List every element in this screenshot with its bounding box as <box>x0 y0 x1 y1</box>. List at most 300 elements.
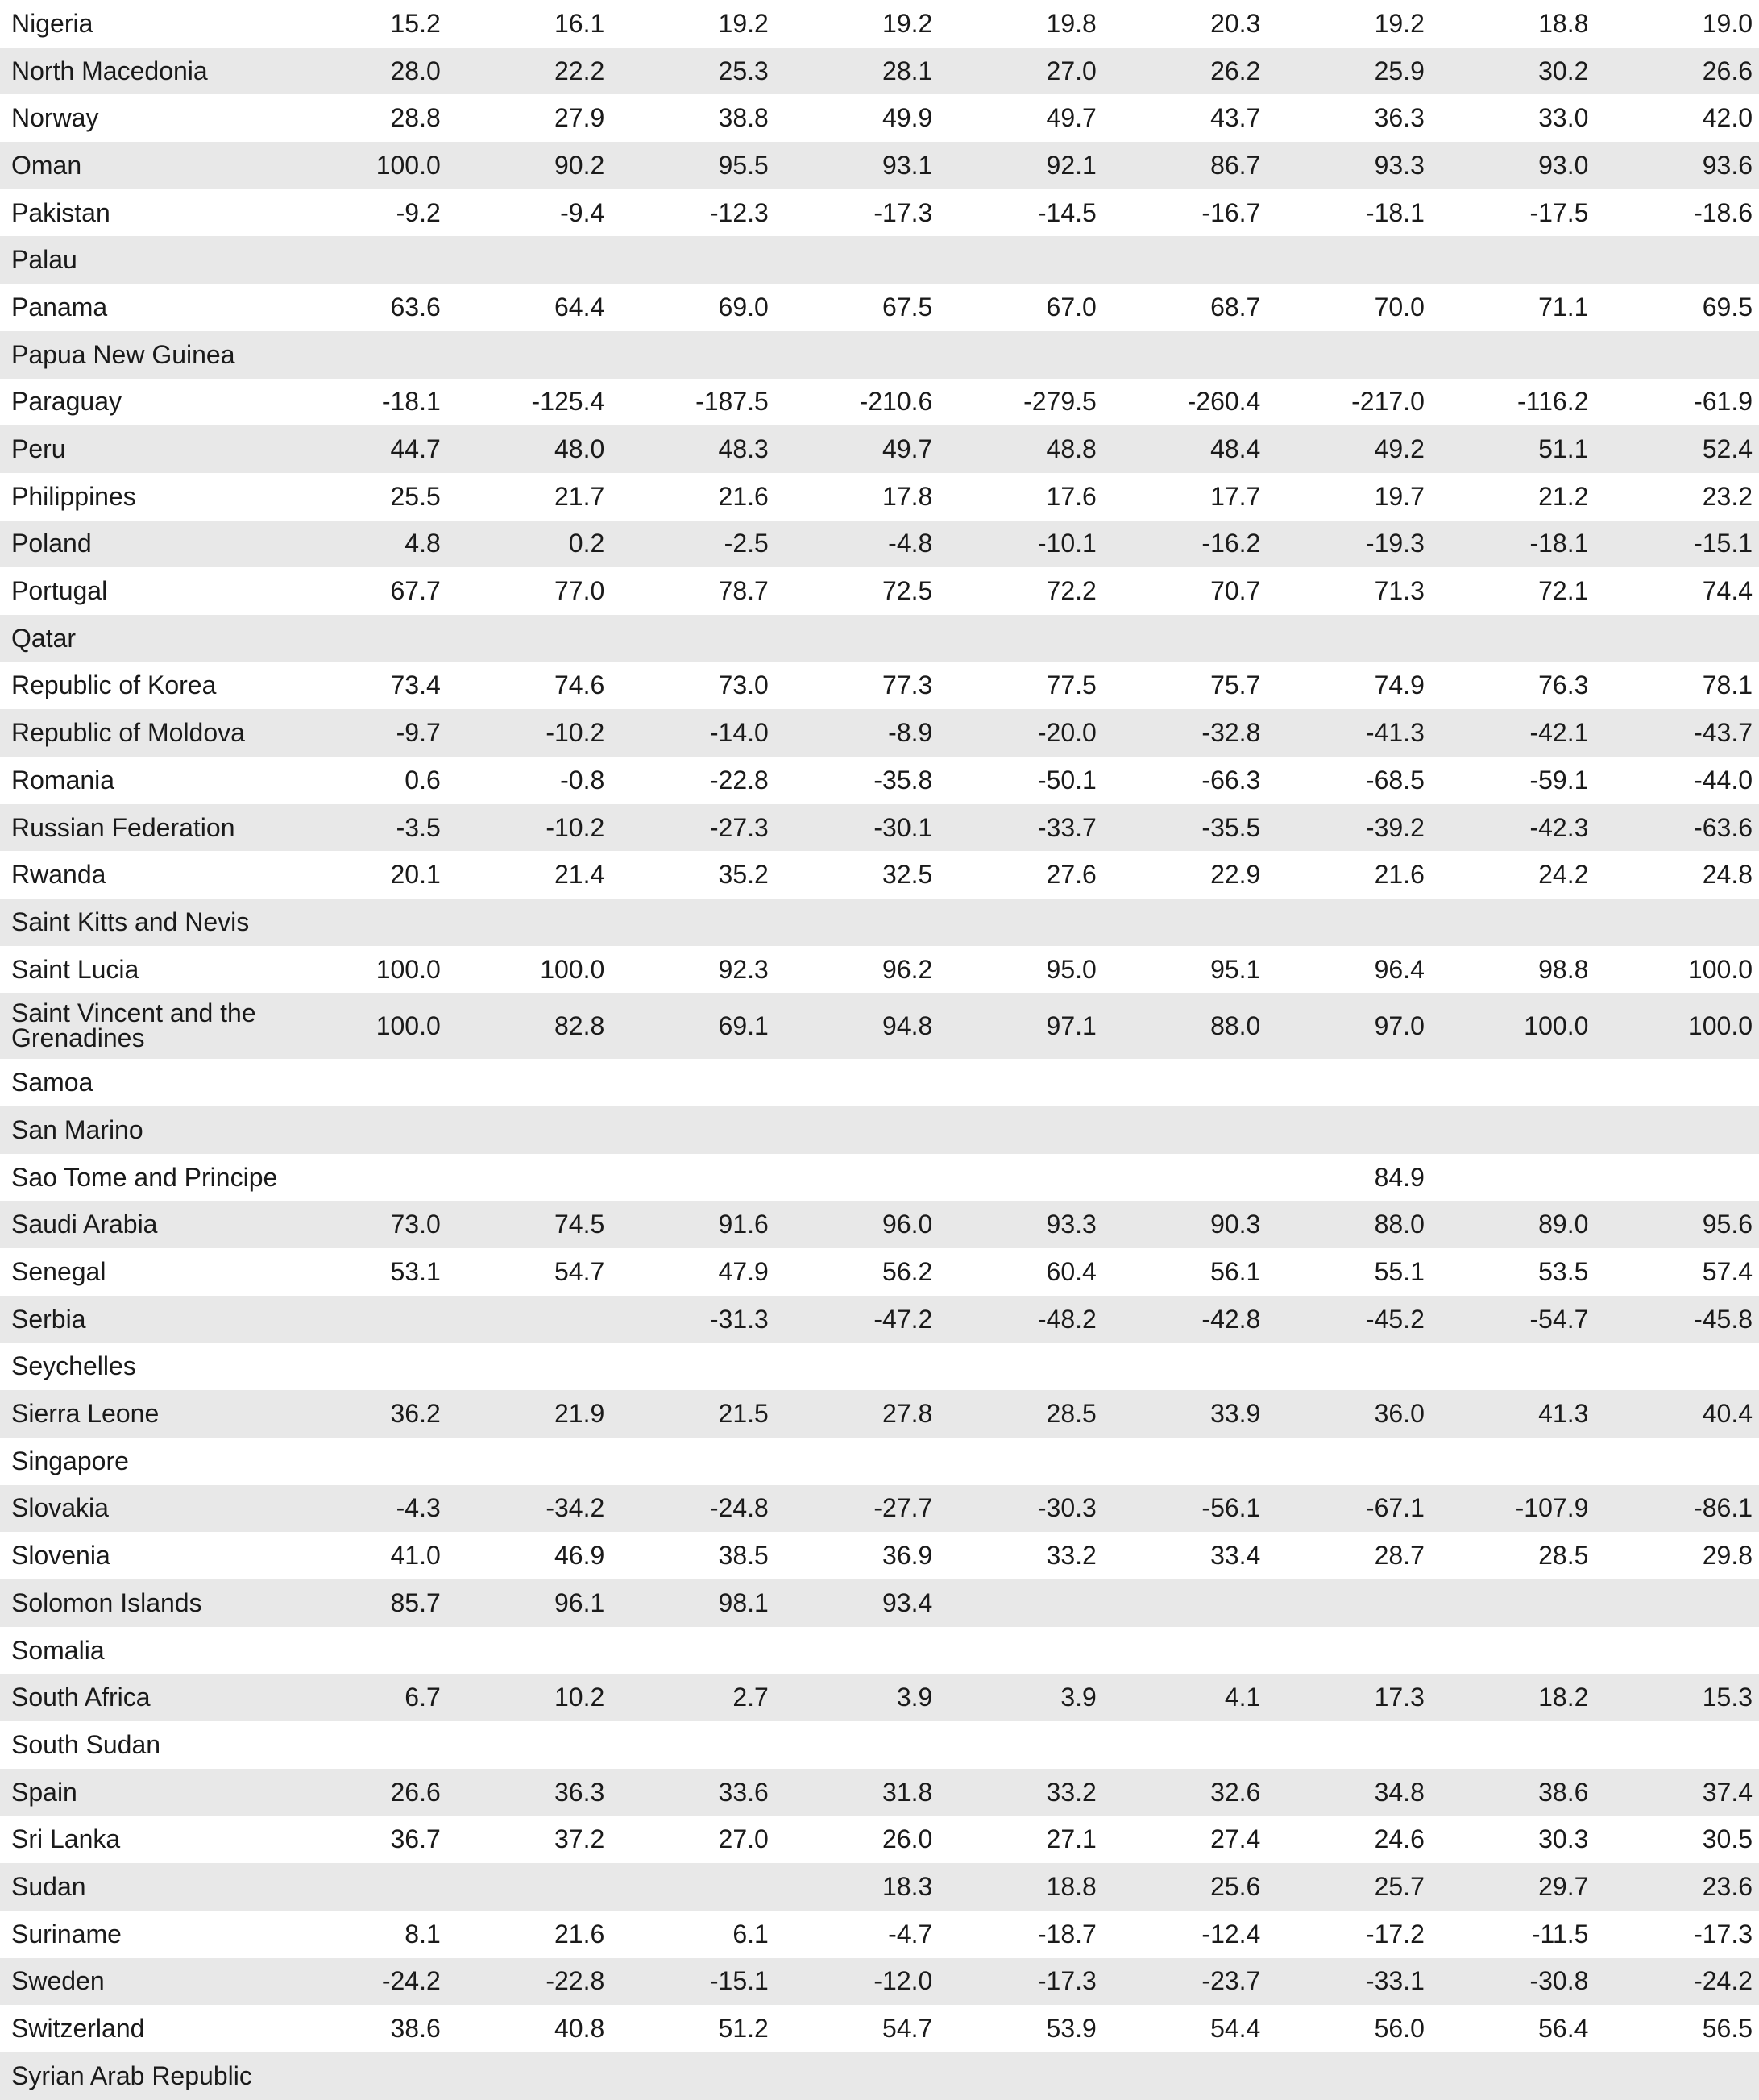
value-cell <box>611 236 775 284</box>
country-cell: Saint Lucia <box>11 954 139 984</box>
country-cell: Saint Vincent and the Grenadines <box>0 993 283 1059</box>
value-cell <box>611 1106 775 1154</box>
value-cell: 37.2 <box>554 1824 605 1854</box>
value-cell: -9.4 <box>560 197 605 227</box>
value-cell: 72.2 <box>1046 576 1097 606</box>
value-cell: 37.4 <box>1595 1769 1759 1816</box>
table-row <box>0 1863 1759 1911</box>
value-cell: 100.0 <box>1595 993 1759 1059</box>
value-cell: 42.0 <box>1702 103 1753 133</box>
value-cell: -42.8 <box>1103 1296 1267 1343</box>
value-cell: -4.8 <box>775 521 940 568</box>
value-cell <box>939 615 1103 662</box>
value-cell: -4.3 <box>283 1485 447 1533</box>
value-cell: 70.7 <box>1210 576 1261 606</box>
value-cell <box>447 1343 612 1391</box>
value-cell: -61.9 <box>1694 387 1753 417</box>
value-cell <box>939 1721 1103 1769</box>
value-cell <box>611 1059 775 1106</box>
value-cell <box>283 1721 447 1769</box>
value-cell: 23.2 <box>1702 481 1753 511</box>
country-cell: Sweden <box>0 1958 283 2006</box>
value-cell: -41.3 <box>1267 709 1431 757</box>
value-cell: 19.2 <box>718 8 769 38</box>
table-row <box>0 851 1759 899</box>
value-cell: 25.9 <box>1267 48 1431 95</box>
value-cell <box>1103 1343 1267 1391</box>
value-cell: 40.8 <box>554 2014 605 2044</box>
country-cell: Spain <box>0 1769 283 1816</box>
country-cell: Portugal <box>11 576 108 606</box>
table-row <box>0 331 1759 379</box>
value-cell: 73.0 <box>718 670 769 700</box>
value-cell <box>1595 615 1759 662</box>
value-cell: 32.6 <box>1103 1769 1267 1816</box>
table-row <box>0 1154 1759 1201</box>
value-cell <box>447 1296 612 1343</box>
value-cell: 96.0 <box>775 1201 940 1249</box>
value-cell <box>611 1154 775 1201</box>
value-cell: 27.1 <box>1046 1824 1097 1854</box>
value-cell: 74.9 <box>1374 670 1425 700</box>
value-cell: 74.5 <box>447 1201 612 1249</box>
value-cell: -27.7 <box>775 1485 940 1533</box>
value-cell: 27.0 <box>718 1824 769 1854</box>
value-cell: -30.8 <box>1431 1958 1595 2006</box>
value-cell: 2.7 <box>611 1674 775 1721</box>
value-cell: 73.4 <box>390 670 441 700</box>
value-cell <box>1103 899 1267 946</box>
country-cell: Seychelles <box>11 1351 136 1381</box>
value-cell <box>447 1863 612 1911</box>
value-cell: 17.3 <box>1267 1674 1431 1721</box>
table-row <box>0 1769 1759 1816</box>
value-cell <box>939 899 1103 946</box>
value-cell <box>939 2052 1103 2100</box>
value-cell: -24.2 <box>283 1958 447 2006</box>
value-cell: 10.2 <box>447 1674 612 1721</box>
value-cell: 88.0 <box>1103 993 1267 1059</box>
value-cell <box>1595 1154 1759 1201</box>
value-cell: 30.2 <box>1431 48 1595 95</box>
table-row <box>0 1201 1759 1249</box>
value-cell: -260.4 <box>1187 387 1261 417</box>
value-cell: -15.1 <box>611 1958 775 2006</box>
value-cell: 25.5 <box>390 481 441 511</box>
value-cell <box>283 615 447 662</box>
value-cell: 33.0 <box>1538 103 1589 133</box>
value-cell: -4.7 <box>888 1919 933 1949</box>
country-cell: Romania <box>11 765 115 795</box>
value-cell <box>1103 1438 1267 1485</box>
value-cell: -35.8 <box>873 765 933 795</box>
value-cell: 22.2 <box>447 48 612 95</box>
value-cell: 28.0 <box>283 48 447 95</box>
value-cell <box>1595 899 1759 946</box>
country-cell: Panama <box>11 292 108 322</box>
value-cell: 17.8 <box>882 481 933 511</box>
value-cell: 18.8 <box>1538 8 1589 38</box>
value-cell: 33.4 <box>1210 1541 1261 1571</box>
value-cell <box>611 1627 775 1675</box>
value-cell: 38.5 <box>718 1541 769 1571</box>
value-cell: -18.1 <box>381 387 441 417</box>
value-cell: -67.1 <box>1267 1485 1431 1533</box>
value-cell: 95.1 <box>1210 954 1261 984</box>
value-cell <box>1103 1721 1267 1769</box>
table-row <box>0 804 1759 852</box>
table-row <box>0 1485 1759 1533</box>
value-cell <box>447 899 612 946</box>
value-cell <box>939 1627 1103 1675</box>
value-cell: 21.9 <box>447 1390 612 1438</box>
table-row <box>0 1958 1759 2006</box>
value-cell: 36.3 <box>447 1769 612 1816</box>
value-cell: -17.3 <box>873 197 933 227</box>
value-cell: 29.7 <box>1431 1863 1595 1911</box>
value-cell <box>1595 2052 1759 2100</box>
value-cell: 69.0 <box>718 292 769 322</box>
country-cell: Norway <box>11 103 99 133</box>
value-cell: 17.6 <box>1046 481 1097 511</box>
value-cell <box>1431 1438 1595 1485</box>
value-cell: 21.4 <box>554 860 605 890</box>
value-cell: 4.1 <box>1103 1674 1267 1721</box>
value-cell: 33.2 <box>939 1769 1103 1816</box>
value-cell <box>283 331 447 379</box>
value-cell: -18.1 <box>1431 521 1595 568</box>
value-cell: 53.9 <box>1046 2014 1097 2044</box>
table-row <box>0 662 1759 710</box>
value-cell <box>1267 1438 1431 1485</box>
table-row <box>0 1721 1759 1769</box>
country-cell: Sudan <box>0 1863 283 1911</box>
value-cell <box>1103 236 1267 284</box>
value-cell: -17.3 <box>939 1958 1103 2006</box>
value-cell: -35.5 <box>1103 804 1267 852</box>
value-cell <box>1431 2052 1595 2100</box>
value-cell <box>1103 1579 1267 1627</box>
value-cell <box>1103 1627 1267 1675</box>
value-cell <box>447 1154 612 1201</box>
value-cell: -17.5 <box>1529 197 1589 227</box>
value-cell <box>1431 1627 1595 1675</box>
value-cell: 57.4 <box>1702 1257 1753 1287</box>
value-cell: -30.1 <box>775 804 940 852</box>
value-cell <box>283 899 447 946</box>
value-cell: 49.2 <box>1267 425 1431 473</box>
value-cell <box>1267 1579 1431 1627</box>
value-cell <box>1267 615 1431 662</box>
value-cell <box>1595 1721 1759 1769</box>
value-cell <box>611 1343 775 1391</box>
value-cell: 21.5 <box>611 1390 775 1438</box>
value-cell: -10.2 <box>447 804 612 852</box>
value-cell: 56.4 <box>1538 2014 1589 2044</box>
value-cell: -12.3 <box>709 197 769 227</box>
value-cell: 77.0 <box>554 576 605 606</box>
value-cell: 36.0 <box>1267 1390 1431 1438</box>
value-cell: 0.6 <box>404 765 441 795</box>
table-row <box>0 709 1759 757</box>
value-cell: -14.0 <box>611 709 775 757</box>
value-cell: -24.2 <box>1595 1958 1759 2006</box>
value-cell: -22.8 <box>709 765 769 795</box>
value-cell: 33.6 <box>611 1769 775 1816</box>
value-cell <box>283 236 447 284</box>
value-cell: 36.7 <box>390 1824 441 1854</box>
value-cell: 19.7 <box>1374 481 1425 511</box>
value-cell: 96.4 <box>1374 954 1425 984</box>
value-cell: 49.7 <box>775 425 940 473</box>
value-cell <box>1267 2052 1431 2100</box>
value-cell: 18.2 <box>1431 1674 1595 1721</box>
value-cell <box>447 1627 612 1675</box>
value-cell: 8.1 <box>404 1919 441 1949</box>
value-cell: 35.2 <box>718 860 769 890</box>
country-cell: Syrian Arab Republic <box>0 2052 283 2100</box>
country-cell: Serbia <box>0 1296 283 1343</box>
value-cell: 85.7 <box>283 1579 447 1627</box>
value-cell: 56.2 <box>882 1257 933 1287</box>
value-cell: 100.0 <box>375 954 441 984</box>
value-cell: -17.2 <box>1365 1919 1425 1949</box>
value-cell: 82.8 <box>447 993 612 1059</box>
table-row <box>0 1106 1759 1154</box>
value-cell: 28.7 <box>1374 1541 1425 1571</box>
table-row <box>0 1532 1759 1579</box>
value-cell: -32.8 <box>1103 709 1267 757</box>
value-cell <box>283 1438 447 1485</box>
country-cell: Sri Lanka <box>11 1824 121 1854</box>
value-cell <box>775 1627 940 1675</box>
value-cell: 67.0 <box>1046 292 1097 322</box>
table-row <box>0 615 1759 662</box>
value-cell: 71.1 <box>1538 292 1589 322</box>
value-cell: 53.1 <box>390 1257 441 1287</box>
value-cell: -45.2 <box>1267 1296 1431 1343</box>
value-cell: 54.7 <box>554 1257 605 1287</box>
value-cell <box>1431 1154 1595 1201</box>
value-cell: -22.8 <box>447 1958 612 2006</box>
value-cell: 20.1 <box>390 860 441 890</box>
country-cell: Slovenia <box>11 1541 110 1571</box>
value-cell: 21.2 <box>1538 481 1589 511</box>
value-cell: -10.1 <box>939 521 1103 568</box>
value-cell <box>1595 1579 1759 1627</box>
value-cell: 76.3 <box>1538 670 1589 700</box>
value-cell <box>939 236 1103 284</box>
value-cell: -56.1 <box>1103 1485 1267 1533</box>
value-cell <box>1595 1438 1759 1485</box>
value-cell <box>1595 1106 1759 1154</box>
value-cell <box>1431 236 1595 284</box>
value-cell <box>775 615 940 662</box>
value-cell: 96.2 <box>882 954 933 984</box>
table-row <box>0 1059 1759 1106</box>
value-cell <box>775 236 940 284</box>
value-cell: 15.3 <box>1595 1674 1759 1721</box>
value-cell: 48.0 <box>447 425 612 473</box>
value-cell: 93.3 <box>939 1201 1103 1249</box>
country-cell: Somalia <box>11 1635 105 1665</box>
value-cell <box>1431 1059 1595 1106</box>
value-cell: 90.3 <box>1103 1201 1267 1249</box>
value-cell: 63.6 <box>390 292 441 322</box>
value-cell: 48.3 <box>611 425 775 473</box>
value-cell: -33.7 <box>939 804 1103 852</box>
value-cell <box>775 331 940 379</box>
value-cell: -18.6 <box>1694 197 1753 227</box>
value-cell: 28.5 <box>1538 1541 1589 1571</box>
value-cell: 78.1 <box>1702 670 1753 700</box>
value-cell <box>775 1343 940 1391</box>
value-cell <box>939 1579 1103 1627</box>
table-row <box>0 1390 1759 1438</box>
value-cell: -59.1 <box>1529 765 1589 795</box>
value-cell <box>939 1343 1103 1391</box>
value-cell <box>1431 615 1595 662</box>
value-cell <box>611 331 775 379</box>
value-cell <box>939 1059 1103 1106</box>
value-cell: -20.0 <box>939 709 1103 757</box>
value-cell: 95.5 <box>611 142 775 189</box>
value-cell: 96.1 <box>447 1579 612 1627</box>
table-row <box>0 946 1759 994</box>
value-cell: -44.0 <box>1694 765 1753 795</box>
value-cell: 93.4 <box>775 1579 940 1627</box>
table-row <box>0 189 1759 237</box>
table-row <box>0 1579 1759 1627</box>
value-cell <box>1431 1721 1595 1769</box>
value-cell: 51.1 <box>1431 425 1595 473</box>
value-cell: 16.1 <box>554 8 605 38</box>
value-cell: 36.3 <box>1374 103 1425 133</box>
value-cell: 100.0 <box>540 954 605 984</box>
value-cell: 72.5 <box>882 576 933 606</box>
country-cell: Philippines <box>11 481 136 511</box>
value-cell: 29.8 <box>1702 1541 1753 1571</box>
value-cell: 68.7 <box>1210 292 1261 322</box>
value-cell: 56.5 <box>1702 2014 1753 2044</box>
value-cell: 41.0 <box>390 1541 441 1571</box>
value-cell: -39.2 <box>1267 804 1431 852</box>
value-cell: 86.7 <box>1103 142 1267 189</box>
value-cell: 100.0 <box>1431 993 1595 1059</box>
value-cell <box>611 1438 775 1485</box>
value-cell: 73.0 <box>283 1201 447 1249</box>
value-cell: -86.1 <box>1595 1485 1759 1533</box>
country-cell: Qatar <box>0 615 283 662</box>
country-cell: Paraguay <box>11 387 122 417</box>
value-cell: -48.2 <box>939 1296 1103 1343</box>
value-cell: 6.1 <box>732 1919 769 1949</box>
value-cell: -42.1 <box>1431 709 1595 757</box>
country-cell: Pakistan <box>11 197 110 227</box>
value-cell <box>1267 1059 1431 1106</box>
value-cell: 15.2 <box>390 8 441 38</box>
value-cell <box>939 1154 1103 1201</box>
value-cell: 24.2 <box>1538 860 1589 890</box>
value-cell: 74.6 <box>554 670 605 700</box>
value-cell <box>1103 331 1267 379</box>
country-cell: Russian Federation <box>0 804 283 852</box>
value-cell: 69.5 <box>1702 292 1753 322</box>
table-row <box>0 48 1759 95</box>
value-cell: 89.0 <box>1431 1201 1595 1249</box>
table-row <box>0 993 1759 1059</box>
value-cell: 56.1 <box>1210 1257 1261 1287</box>
value-cell: 72.1 <box>1538 576 1589 606</box>
table-row <box>0 142 1759 189</box>
value-cell: 77.3 <box>882 670 933 700</box>
value-cell <box>775 1721 940 1769</box>
value-cell: 23.6 <box>1595 1863 1759 1911</box>
country-cell: Rwanda <box>11 860 106 890</box>
value-cell: -107.9 <box>1431 1485 1595 1533</box>
value-cell: 69.1 <box>611 993 775 1059</box>
value-cell <box>1103 615 1267 662</box>
table-row <box>0 757 1759 804</box>
table-row <box>0 2005 1759 2052</box>
value-cell: 67.5 <box>882 292 933 322</box>
value-cell: 27.9 <box>554 103 605 133</box>
value-cell: 95.6 <box>1595 1201 1759 1249</box>
value-cell <box>775 2052 940 2100</box>
country-cell: Suriname <box>11 1919 122 1949</box>
table-row <box>0 1911 1759 1958</box>
value-cell: 3.9 <box>939 1674 1103 1721</box>
value-cell <box>283 1863 447 1911</box>
value-cell: -42.3 <box>1431 804 1595 852</box>
value-cell: 27.0 <box>939 48 1103 95</box>
value-cell <box>283 1296 447 1343</box>
value-cell: 67.7 <box>390 576 441 606</box>
value-cell: 25.3 <box>611 48 775 95</box>
value-cell: 53.5 <box>1538 1257 1589 1287</box>
table-row <box>0 1674 1759 1721</box>
value-cell: -12.4 <box>1201 1919 1261 1949</box>
value-cell: -30.3 <box>939 1485 1103 1533</box>
table-row <box>0 1296 1759 1343</box>
value-cell: 34.8 <box>1267 1769 1431 1816</box>
value-cell <box>283 1627 447 1675</box>
value-cell: 52.4 <box>1595 425 1759 473</box>
value-cell: -18.1 <box>1365 197 1425 227</box>
value-cell: -210.6 <box>859 387 933 417</box>
value-cell <box>1595 1059 1759 1106</box>
value-cell <box>1431 1106 1595 1154</box>
country-cell: Switzerland <box>11 2014 145 2044</box>
table-row <box>0 1248 1759 1296</box>
value-cell: -50.1 <box>1037 765 1097 795</box>
value-cell: 93.6 <box>1595 142 1759 189</box>
value-cell: 21.7 <box>554 481 605 511</box>
value-cell: 36.9 <box>882 1541 933 1571</box>
value-cell <box>1595 236 1759 284</box>
country-cell: Republic of Moldova <box>0 709 283 757</box>
value-cell: 19.0 <box>1702 8 1753 38</box>
value-cell <box>939 1438 1103 1485</box>
value-cell: -45.8 <box>1595 1296 1759 1343</box>
value-cell <box>1267 1343 1431 1391</box>
value-cell <box>1431 331 1595 379</box>
value-cell <box>775 1154 940 1201</box>
value-cell <box>1103 2052 1267 2100</box>
value-cell: -125.4 <box>531 387 605 417</box>
value-cell <box>939 1106 1103 1154</box>
value-cell: -9.7 <box>283 709 447 757</box>
